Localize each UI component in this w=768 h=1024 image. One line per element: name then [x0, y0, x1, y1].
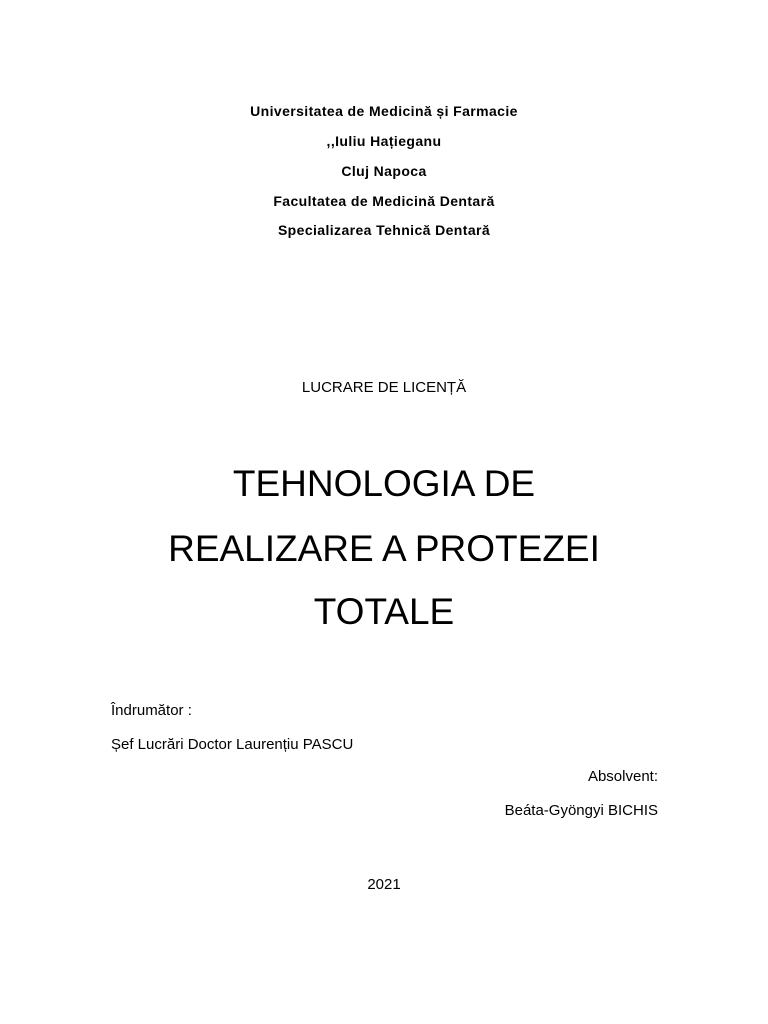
graduate-label: Absolvent:: [587, 768, 658, 785]
advisor-label: Îndrumător :: [111, 702, 192, 719]
faculty-line: Facultatea de Medicină Dentară: [273, 193, 495, 209]
graduate-name: Beáta-Gyöngyi BICHIS: [504, 802, 658, 819]
university-name-line: ,,Iuliu Hațieganu: [326, 133, 442, 149]
city-line: Cluj Napoca: [341, 163, 427, 179]
university-line: Universitatea de Medicină și Farmacie: [250, 103, 518, 119]
thesis-title-line-1: TEHNOLOGIA DE: [232, 463, 536, 504]
thesis-title-line-2: REALIZARE A PROTEZEI: [168, 528, 600, 569]
year: 2021: [367, 876, 401, 893]
thesis-type: LUCRARE DE LICENȚĂ: [301, 379, 467, 396]
thesis-title-line-3: TOTALE: [313, 591, 455, 632]
specialization-line: Specializarea Tehnică Dentară: [277, 222, 491, 238]
advisor-name: Șef Lucrări Doctor Laurențiu PASCU: [111, 736, 354, 753]
